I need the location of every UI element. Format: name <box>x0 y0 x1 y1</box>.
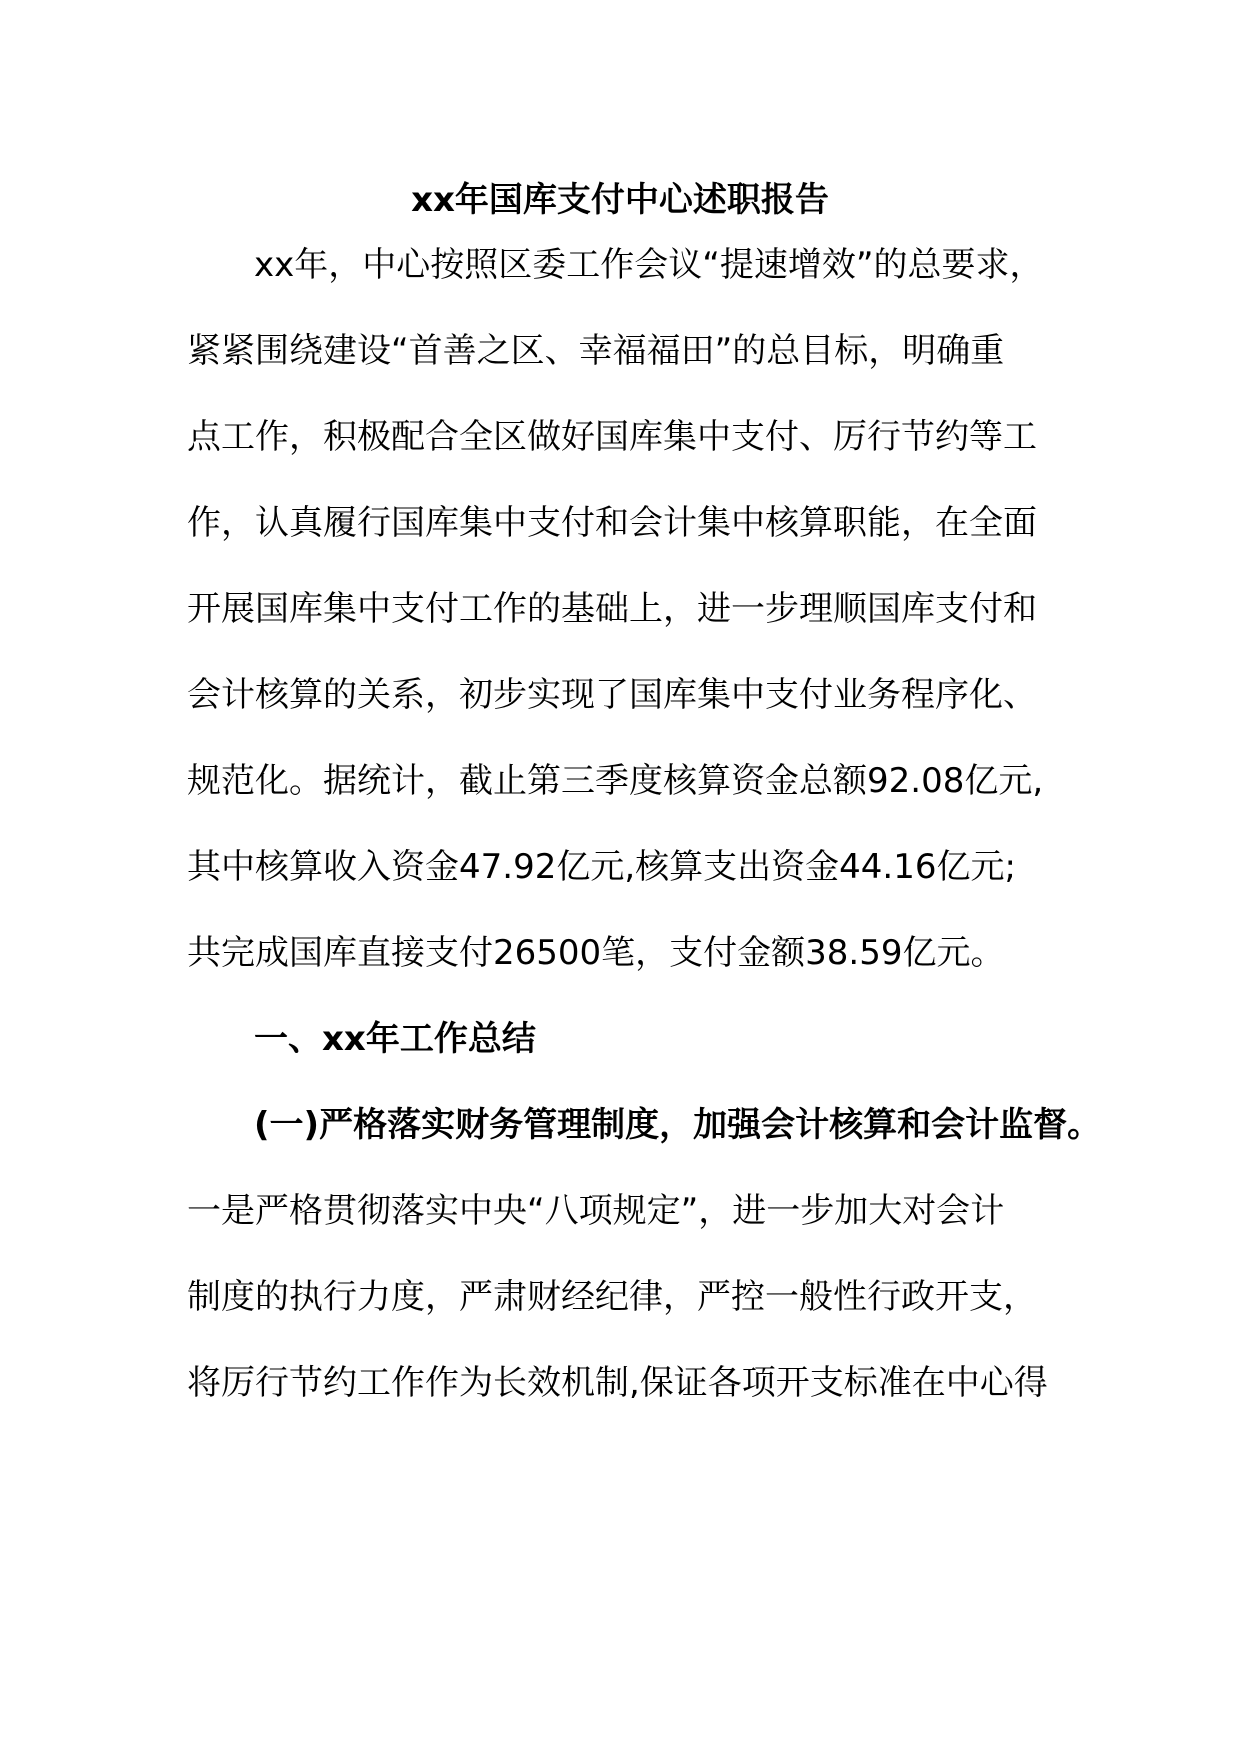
paragraph-line: xx年，中心按照区委工作会议“提速增效”的总要求， <box>254 245 1044 285</box>
paragraph-line: 将厉行节约工作作为长效机制,保证各项开支标准在中心得 <box>187 1363 1048 1403</box>
paragraph-line: 共完成国库直接支付26500笔，支付金额38.59亿元。 <box>187 933 1005 973</box>
paragraph-line: 紧紧围绕建设“首善之区、幸福福田”的总目标，明确重 <box>187 331 1005 371</box>
subsection-heading: (一)严格落实财务管理制度，加强会计核算和会计监督。 <box>254 1105 1102 1145</box>
paragraph-line: 会计核算的关系，初步实现了国库集中支付业务程序化、 <box>187 675 1037 715</box>
paragraph-line: 制度的执行力度，严肃财经纪律，严控一般性行政开支， <box>187 1277 1037 1317</box>
document-title: xx年国库支付中心述职报告 <box>411 180 829 220</box>
paragraph-line: 其中核算收入资金47.92亿元,核算支出资金44.16亿元; <box>187 847 1016 887</box>
paragraph-line: 开展国库集中支付工作的基础上，进一步理顺国库支付和 <box>187 589 1037 629</box>
paragraph-line: 规范化。据统计，截止第三季度核算资金总额92.08亿元, <box>187 761 1044 801</box>
paragraph-line: 作，认真履行国库集中支付和会计集中核算职能，在全面 <box>187 503 1037 543</box>
section-heading: 一、xx年工作总结 <box>254 1019 536 1059</box>
paragraph-line: 一是严格贯彻落实中央“八项规定”，进一步加大对会计 <box>187 1191 1005 1231</box>
paragraph-line: 点工作，积极配合全区做好国库集中支付、厉行节约等工 <box>187 417 1037 457</box>
